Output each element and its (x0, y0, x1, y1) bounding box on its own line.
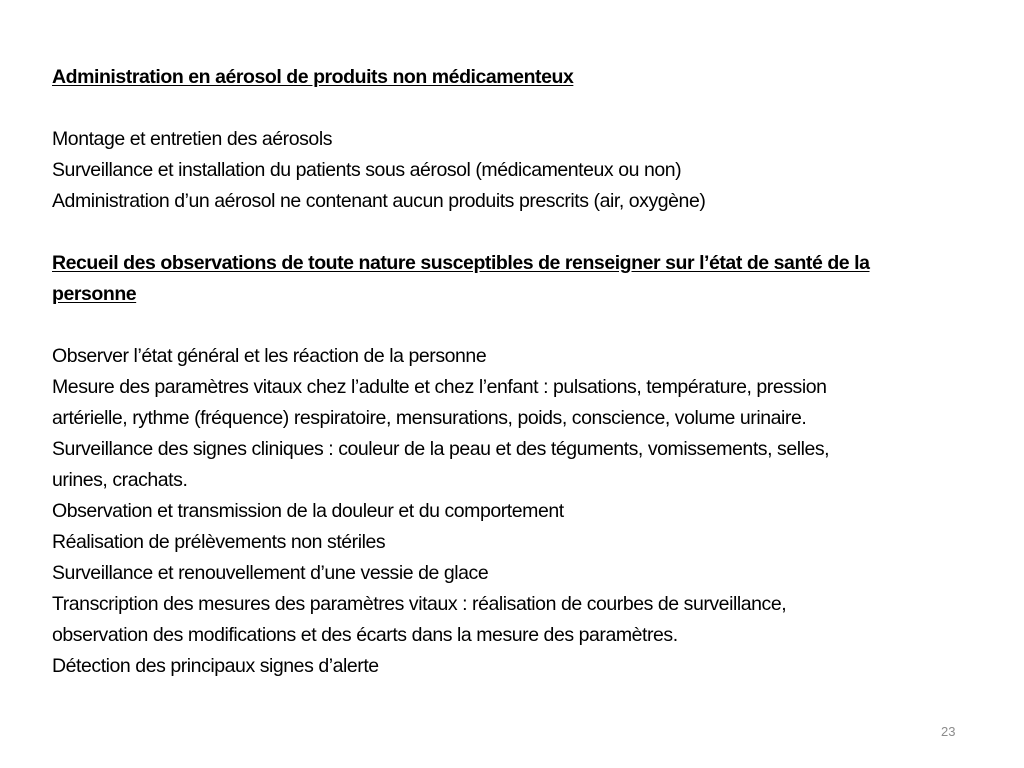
section-heading-observations: Recueil des observations de toute nature susceptibles de renseigner sur l’état de santé de la (52, 252, 870, 274)
section-heading-aerosol: Administration en aérosol de produits non médicamenteux (52, 66, 574, 88)
section-heading-observations-continued: personne (52, 283, 137, 305)
list-item-continued: artérielle, rythme (fréquence) respiratoire, mensurations, poids, conscience, volume urinaire. (52, 407, 807, 429)
spacer (52, 310, 982, 341)
list-item: Surveillance et installation du patients sous aérosol (médicamenteux ou non) (52, 159, 682, 181)
slide-content (52, 62, 982, 682)
list-item-continued: observation des modifications et des écarts dans la mesure des paramètres. (52, 624, 678, 646)
list-item: Surveillance des signes cliniques : couleur de la peau et des téguments, vomissements, selles, (52, 438, 830, 460)
list-item: Observation et transmission de la douleur et du comportement (52, 500, 564, 522)
list-item: Détection des principaux signes d’alerte (52, 655, 379, 677)
list-item: Surveillance et renouvellement d’une vessie de glace (52, 562, 489, 584)
list-item: Observer l’état général et les réaction de la personne (52, 345, 487, 367)
list-item: Transcription des mesures des paramètres vitaux : réalisation de courbes de surveillance, (52, 593, 787, 615)
list-item: Réalisation de prélèvements non stériles (52, 531, 386, 553)
list-item: Mesure des paramètres vitaux chez l’adulte et chez l’enfant : pulsations, température, pression (52, 376, 827, 398)
list-item: Montage et entretien des aérosols (52, 128, 333, 150)
list-item: Administration d’un aérosol ne contenant aucun produits prescrits (air, oxygène) (52, 190, 706, 212)
spacer (52, 217, 982, 248)
page-number: 23 (941, 724, 956, 739)
list-item-continued: urines, crachats. (52, 469, 188, 491)
spacer (52, 93, 982, 124)
